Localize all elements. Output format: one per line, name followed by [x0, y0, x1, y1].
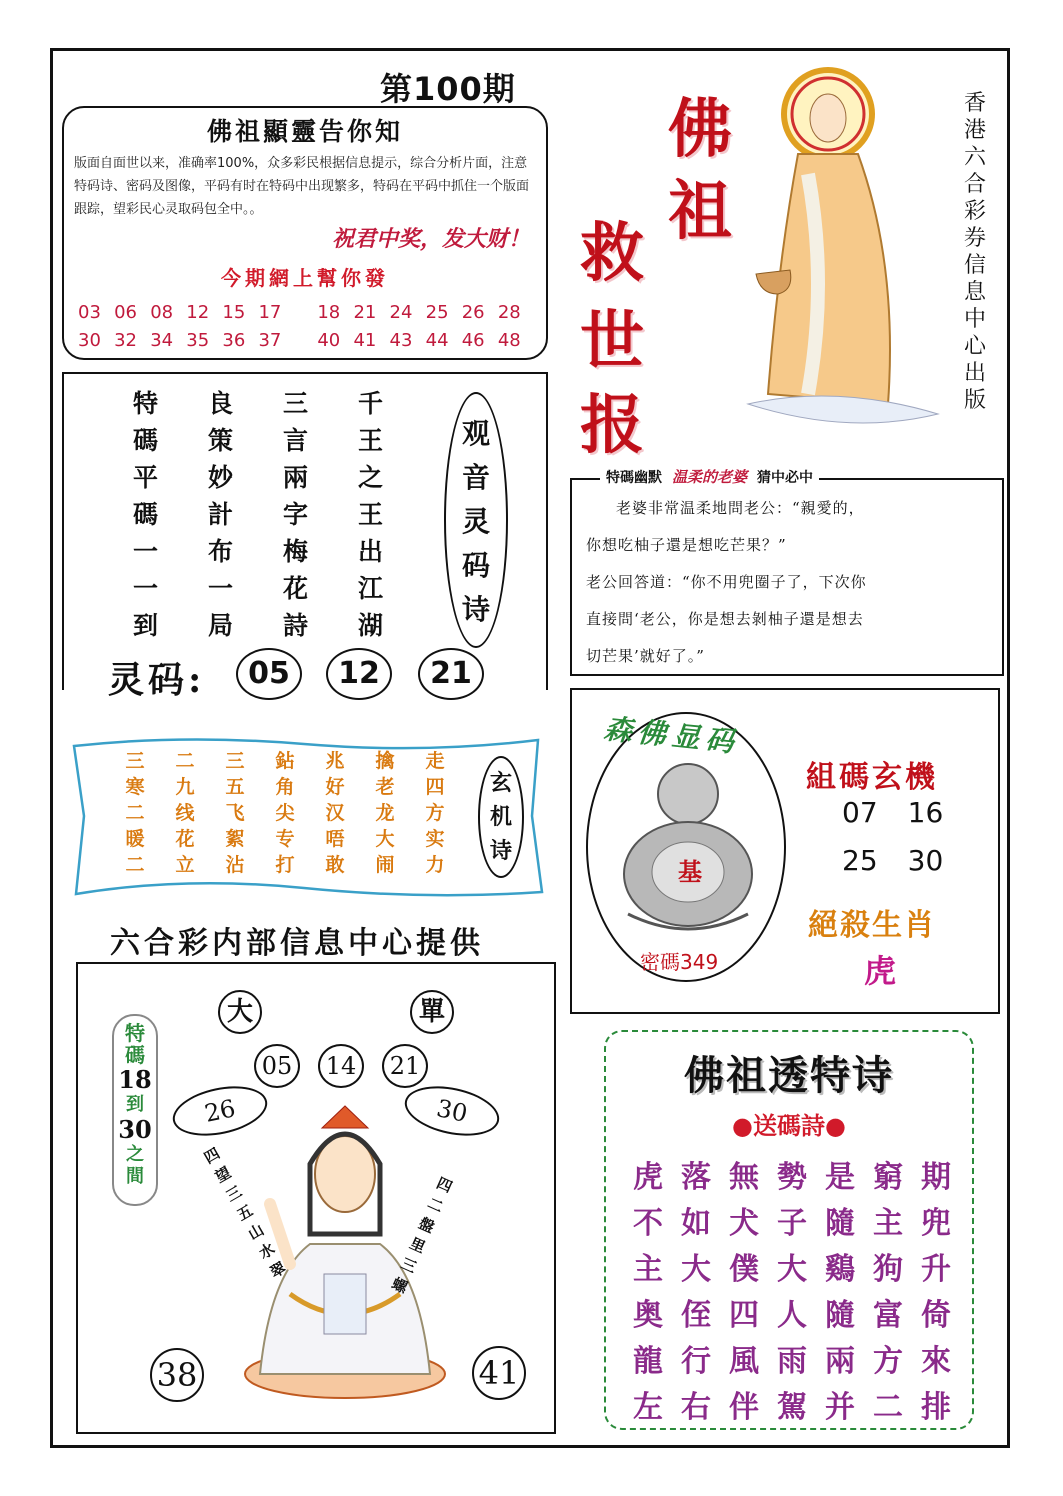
poem-char: 兩 — [282, 463, 308, 492]
number: 08 — [150, 302, 174, 323]
poem-char: 到 — [132, 611, 158, 640]
number: 43 — [389, 330, 413, 351]
xuanji-char: 专 — [275, 828, 295, 850]
poem-char: 詩 — [282, 611, 308, 640]
verse-char: 鷄 — [825, 1252, 855, 1287]
tema-range — [112, 1014, 158, 1206]
joke-line: 老公回答道：“你不用兜圈子了，下次你 — [586, 573, 867, 591]
verse-char: 不 — [633, 1206, 663, 1241]
poem-char: 江 — [357, 574, 383, 603]
number: 48 — [497, 330, 521, 351]
number: 18 — [317, 302, 341, 323]
verse-char: 如 — [681, 1206, 711, 1241]
ling-number: 05 — [236, 648, 302, 700]
title-char: 佛 — [668, 92, 732, 167]
verse-char: 犬 — [729, 1206, 759, 1241]
wish-text: 祝君中奖，发大财！ — [331, 226, 530, 252]
verse-char: 方 — [873, 1344, 903, 1379]
intro-title: 佛祖顯靈告你知 — [206, 117, 403, 146]
poem-char: 策 — [207, 426, 233, 455]
buddha-center-char: 基 — [678, 857, 702, 886]
number: 36 — [222, 330, 246, 351]
xuanji-label: 玄 机 诗 — [489, 770, 512, 864]
provider-text: 六合彩内部信息中心提供 — [110, 926, 484, 961]
bottom-right-number: 41 — [472, 1346, 526, 1400]
title-char: 救 — [580, 216, 644, 291]
poem-char: 字 — [282, 500, 308, 529]
right-oval-number: 30 — [400, 1079, 503, 1144]
number: 40 — [317, 330, 341, 351]
number: 24 — [389, 302, 413, 323]
xuanji-char: 五 — [225, 776, 245, 798]
buddha-arc-text: 森佛显码 — [602, 711, 742, 760]
xuanji-char: 闹 — [375, 854, 395, 876]
verse-char: 兩 — [825, 1344, 855, 1379]
poem-char: 良 — [207, 389, 233, 418]
verse-char: 無 — [729, 1160, 759, 1195]
xuanji-char: 打 — [275, 854, 295, 876]
number: 21 — [353, 302, 377, 323]
xuanji-char: 二 — [125, 854, 145, 876]
xuanji-char: 擒 — [375, 750, 395, 772]
top-number: 14 — [318, 1044, 364, 1088]
poem-char: 布 — [207, 537, 233, 566]
xuanji-char: 二 — [175, 750, 195, 772]
number: 46 — [461, 330, 485, 351]
verse-char: 大 — [777, 1252, 807, 1287]
xuanji-char: 大 — [375, 828, 395, 850]
kill-zodiac-title: 絕殺生肖 — [808, 908, 936, 943]
poem-grid — [108, 384, 408, 643]
joke-line: 你想吃柚子還是想吃芒果？” — [586, 536, 787, 554]
ling-number: 21 — [418, 648, 484, 700]
help-title: 今期網上幫你發 — [221, 266, 389, 290]
joke-header — [600, 466, 819, 487]
verse-char: 狗 — [873, 1252, 903, 1287]
poem-char: 王 — [357, 426, 383, 455]
tema-low: 18 — [118, 1065, 152, 1094]
xuanji-char: 兆 — [325, 750, 345, 772]
verse-char: 風 — [729, 1344, 759, 1379]
xuanji-char: 飞 — [225, 802, 245, 824]
right-verse: 四二盤里三螺 — [389, 1173, 455, 1297]
verse-title: 佛祖透特诗 — [684, 1052, 894, 1099]
poem-char: 一 — [207, 574, 233, 603]
xuanji-char: 力 — [425, 854, 445, 876]
verse-char: 左 — [633, 1390, 663, 1425]
poem-char: 王 — [357, 500, 383, 529]
joke-label: 特碼幽默 — [606, 469, 662, 486]
verse-char: 雨 — [777, 1344, 807, 1379]
poem-char: 妙 — [207, 463, 233, 492]
poem-char: 一 — [132, 537, 158, 566]
poem-char: 言 — [282, 426, 308, 455]
xuanji-char: 老 — [375, 776, 395, 798]
xuanji-char: 龙 — [375, 802, 395, 824]
number: 41 — [353, 330, 377, 351]
verse-char: 伴 — [729, 1390, 759, 1425]
joke-line: 切芒果’就好了。” — [586, 647, 705, 665]
poem-char: 梅 — [282, 537, 308, 566]
top-number: 21 — [382, 1044, 428, 1088]
number: 34 — [150, 330, 174, 351]
verse-char: 駕 — [777, 1390, 807, 1425]
poem-char: 碼 — [132, 426, 158, 455]
verse-char: 虎 — [633, 1160, 663, 1195]
verse-char: 升 — [921, 1252, 951, 1287]
verse-char: 落 — [681, 1160, 711, 1195]
xuanji-char: 方 — [425, 802, 445, 824]
xuanji-char: 九 — [175, 776, 195, 798]
verse-char: 兜 — [921, 1206, 951, 1241]
verse-char: 人 — [777, 1298, 807, 1333]
joke-body — [586, 490, 990, 675]
number: 26 — [461, 302, 485, 323]
poem-char: 一 — [132, 574, 158, 603]
verse-char: 大 — [681, 1252, 711, 1287]
xuanji-char: 实 — [425, 828, 445, 850]
joke-line: 老婆非常温柔地問老公：“親愛的， — [616, 499, 865, 517]
number: 03 — [78, 302, 101, 323]
verse-char: 行 — [681, 1344, 711, 1379]
poem-char: 平 — [132, 463, 158, 492]
numbers-row-2 — [78, 330, 534, 351]
verse-char: 并 — [825, 1390, 855, 1425]
tema-to: 到 — [126, 1094, 144, 1115]
xuanji-char: 尖 — [275, 802, 295, 824]
xuanji-char: 唔 — [325, 828, 345, 850]
number: 44 — [425, 330, 449, 351]
number: 15 — [222, 302, 246, 323]
xuanji-char: 花 — [175, 828, 195, 850]
verse-subtitle: ●送碼詩● — [732, 1111, 846, 1140]
poem-char: 碼 — [132, 500, 158, 529]
verse-char: 主 — [633, 1252, 663, 1287]
verse-char: 四 — [729, 1298, 759, 1333]
left-oval-number: 26 — [168, 1079, 271, 1144]
number: 37 — [258, 330, 282, 351]
xuanji-char: 好 — [325, 776, 345, 798]
xuanji-char: 二 — [125, 802, 145, 824]
laughing-buddha-illustration — [608, 754, 768, 934]
number: 28 — [497, 302, 521, 323]
xuanji-char: 寒 — [125, 776, 145, 798]
number: 12 — [186, 302, 210, 323]
verse-char: 子 — [777, 1206, 807, 1241]
xuanji-char: 鉆 — [275, 750, 295, 772]
single-badge: 單 — [410, 990, 454, 1034]
verse-char: 龍 — [633, 1344, 663, 1379]
ling-number: 12 — [326, 648, 392, 700]
xuanji-char: 四 — [425, 776, 445, 798]
combo-number: 07 — [842, 796, 878, 829]
secret-code: 密碼349 — [640, 950, 719, 974]
verse-char: 僕 — [729, 1252, 759, 1287]
verse-char: 期 — [921, 1160, 951, 1195]
xuanji-char: 暖 — [125, 828, 145, 850]
combo-row — [842, 796, 943, 829]
xuanji-char: 走 — [425, 750, 445, 772]
xuanji-char: 汉 — [325, 802, 345, 824]
verse-char: 奥 — [633, 1298, 663, 1333]
poem-char: 計 — [207, 500, 233, 529]
joke-tagline: 猜中必中 — [757, 469, 814, 486]
number: 32 — [114, 330, 137, 351]
ling-label: 灵码: — [108, 659, 206, 701]
verse-char: 是 — [825, 1160, 855, 1195]
combo-title: 組碼玄機 — [806, 760, 938, 795]
top-number: 05 — [254, 1044, 300, 1088]
xuanji-char: 三 — [225, 750, 245, 772]
verse-char: 隨 — [825, 1206, 855, 1241]
xuanji-char: 立 — [175, 854, 195, 876]
number: 17 — [258, 302, 282, 323]
kill-zodiac-value: 虎 — [864, 952, 897, 990]
xuanji-char: 角 — [275, 776, 295, 798]
poem-char: 千 — [357, 389, 383, 418]
poem-char: 特 — [132, 389, 158, 418]
verse-char: 二 — [873, 1390, 903, 1425]
xuanji-char: 线 — [175, 802, 195, 824]
poem-char: 三 — [282, 389, 308, 418]
verse-char: 窮 — [873, 1160, 903, 1195]
number: 06 — [114, 302, 137, 323]
poem-char: 出 — [357, 537, 383, 566]
combo-number: 16 — [907, 796, 944, 829]
verse-char: 右 — [681, 1390, 711, 1425]
joke-line: 直接問‘老公，你是想去剝柚子還是想去 — [586, 610, 864, 628]
xuanji-char: 絮 — [225, 828, 245, 850]
xuanji-char: 三 — [125, 750, 145, 772]
standing-guanyin-illustration — [738, 64, 948, 434]
tema-label-2: 之間 — [126, 1144, 144, 1187]
verse-char: 倚 — [921, 1298, 951, 1333]
title-char: 报 — [580, 388, 644, 463]
verse-char: 富 — [873, 1298, 903, 1333]
tema-high: 30 — [118, 1115, 152, 1144]
tema-label: 特碼 — [125, 1021, 145, 1067]
verse-grid — [624, 1152, 960, 1428]
xuanji-grid — [110, 746, 460, 876]
poem-char: 之 — [357, 463, 383, 492]
title-char: 祖 — [668, 174, 732, 249]
left-verse: 四望三五山水翠 — [201, 1144, 290, 1282]
verse-char: 來 — [921, 1344, 951, 1379]
number: 30 — [78, 330, 101, 351]
number: 35 — [186, 330, 210, 351]
combo-row — [842, 844, 943, 877]
verse-char: 勢 — [777, 1160, 807, 1195]
xuanji-char: 沾 — [225, 854, 245, 876]
title-char: 世 — [580, 304, 644, 379]
poem-char: 湖 — [357, 611, 383, 640]
numbers-row-1 — [78, 302, 534, 323]
publisher-text: 香港六合彩券信息中心出版 — [963, 91, 986, 413]
combo-number: 30 — [907, 844, 944, 877]
poem-char: 局 — [207, 611, 233, 640]
intro-body: 版面自面世以来，准确率100%，众多彩民根据信息提示，综合分析片面，注意特码诗、密码及图像，平码有时在特码中出现繁多，特码在平码中抓住一个版面跟踪，望彩民心灵取码包全中。。 — [74, 156, 530, 217]
verse-char: 隨 — [825, 1298, 855, 1333]
poem-char: 花 — [282, 574, 308, 603]
poem-oval-label: 观 音 灵 码 诗 — [461, 417, 490, 626]
joke-title: 温柔的老婆 — [672, 468, 748, 486]
big-badge: 大 — [218, 990, 262, 1034]
bottom-left-number: 38 — [150, 1348, 204, 1402]
issue-number: 第100期 — [380, 70, 516, 108]
verse-char: 排 — [921, 1390, 951, 1425]
verse-char: 主 — [873, 1206, 903, 1241]
verse-char: 侄 — [681, 1298, 711, 1333]
xuanji-char: 敢 — [325, 854, 345, 876]
number: 25 — [425, 302, 449, 323]
combo-number: 25 — [842, 844, 878, 877]
